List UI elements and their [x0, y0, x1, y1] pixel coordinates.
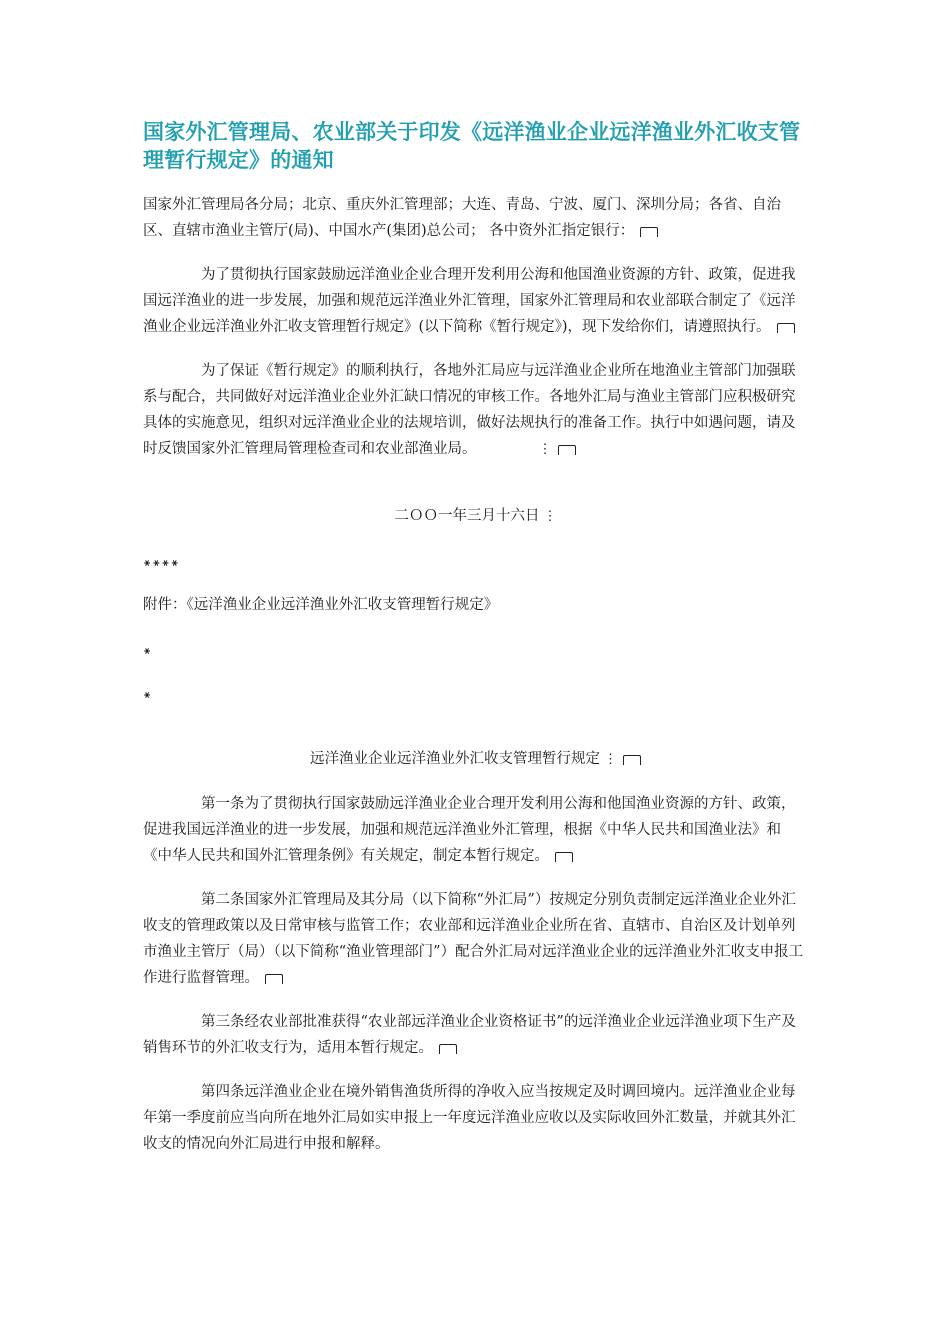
article-1	[143, 791, 808, 869]
paragraph-mark-icon	[439, 1044, 457, 1054]
intro-paragraph-1	[143, 262, 808, 340]
recipients-paragraph	[143, 192, 808, 244]
article-3-text: 第三条经农业部批准获得“农业部远洋渔业企业资格证书”的远洋渔业企业远洋渔业项下生产及销售环节的外汇收支行为，适用本暂行规定。	[143, 1014, 796, 1056]
intro-paragraph-2-text: 为了保证《暂行规定》的顺利执行，各地外汇局应与远洋渔业企业所在地渔业主管部门加强联系与配合，共同做好对远洋渔业企业外汇缺口情况的审核工作。各地外汇局与渔业主管部门应积极研究具体的实施意见，组织对远洋渔业企业的法规培训，做好法规执行的准备工作。执行中如遇问题，请及时反馈国家外汇管理局管理检查司和农业部渔业局。	[143, 363, 796, 457]
issue-date	[143, 503, 808, 530]
paragraph-mark-icon	[623, 755, 641, 765]
article-3	[143, 1009, 808, 1061]
paragraph-mark-icon	[555, 852, 573, 862]
paragraph-mark-icon	[558, 445, 576, 455]
article-2	[143, 887, 808, 991]
article-2-text: 第二条国家外汇管理局及其分局（以下简称“外汇局”）按规定分别负责制定远洋渔业企业外汇收支的管理政策以及日常审核与监管工作；农业部和远洋渔业企业所在省、直辖市、自治区及计划单列市渔业主管厅（局）（以下简称“渔业管理部门”）配合外汇局对远洋渔业企业的远洋渔业外汇收支申报工作进行监督管理。	[143, 892, 804, 986]
glyph-single-icon: ꘎	[143, 639, 153, 658]
document-title: 国家外汇管理局、农业部关于印发《远洋渔业企业远洋渔业外汇收支管理暂行规定》的通知	[143, 120, 801, 172]
paragraph-mark-icon	[640, 227, 658, 237]
regulation-title-text: 远洋渔业企业远洋渔业外汇收支管理暂行规定	[310, 751, 600, 767]
issue-date-text: 二ＯＯ一年三月十六日	[394, 508, 540, 524]
regulation-title	[143, 746, 808, 773]
glyph-single-icon: ꘎	[143, 683, 153, 702]
colon-mark-icon: ⋮	[604, 752, 617, 767]
document-page	[143, 118, 808, 1157]
recipients-text: 国家外汇管理局各分局；北京、重庆外汇管理部；大连、青岛、宁波、厦门、深圳分局；各省、自治区、直辖市渔业主管厅(局)、中国水产(集团)总公司； 各中资外汇指定银行：	[143, 197, 781, 239]
article-4: 第四条远洋渔业企业在境外销售渔货所得的净收入应当按规定及时调回境内。远洋渔业企业每年第一季度前应当向所在地外汇局如实申报上一年度远洋渔业应收以及实际收回外汇数量，并就其外汇收支的情况向外汇局进行申报和解释。	[143, 1084, 796, 1152]
colon-mark-icon: ⋮	[538, 442, 552, 457]
attachment-line: 附件：《远洋渔业企业远洋渔业外汇收支管理暂行规定》	[143, 597, 499, 613]
colon-mark-icon: ⋮	[543, 509, 557, 524]
article-1-text: 第一条为了贯彻执行国家鼓励远洋渔业企业合理开发利用公海和他国渔业资源的方针、政策，促进我国远洋渔业的进一步发展，加强和规范远洋渔业外汇管理，根据《中华人民共和国渔业法》和《中华人民共和国外汇管理条例》有关规定，制定本暂行规定。	[143, 796, 796, 864]
intro-paragraph-2	[143, 358, 808, 463]
intro-paragraph-1-text: 为了贯彻执行国家鼓励远洋渔业企业合理开发利用公海和他国渔业资源的方针、政策，促进我国远洋渔业的进一步发展，加强和规范远洋渔业外汇管理，国家外汇管理局和农业部联合制定了《远洋渔业企业远洋渔业外汇收支管理暂行规定》(以下简称《暂行规定》)，现下发给你们，请遵照执行。	[143, 267, 796, 335]
paragraph-mark-icon	[777, 323, 795, 333]
paragraph-mark-icon	[265, 974, 283, 984]
glyph-row-icon: ꘎꘎꘎꘎	[143, 551, 180, 570]
